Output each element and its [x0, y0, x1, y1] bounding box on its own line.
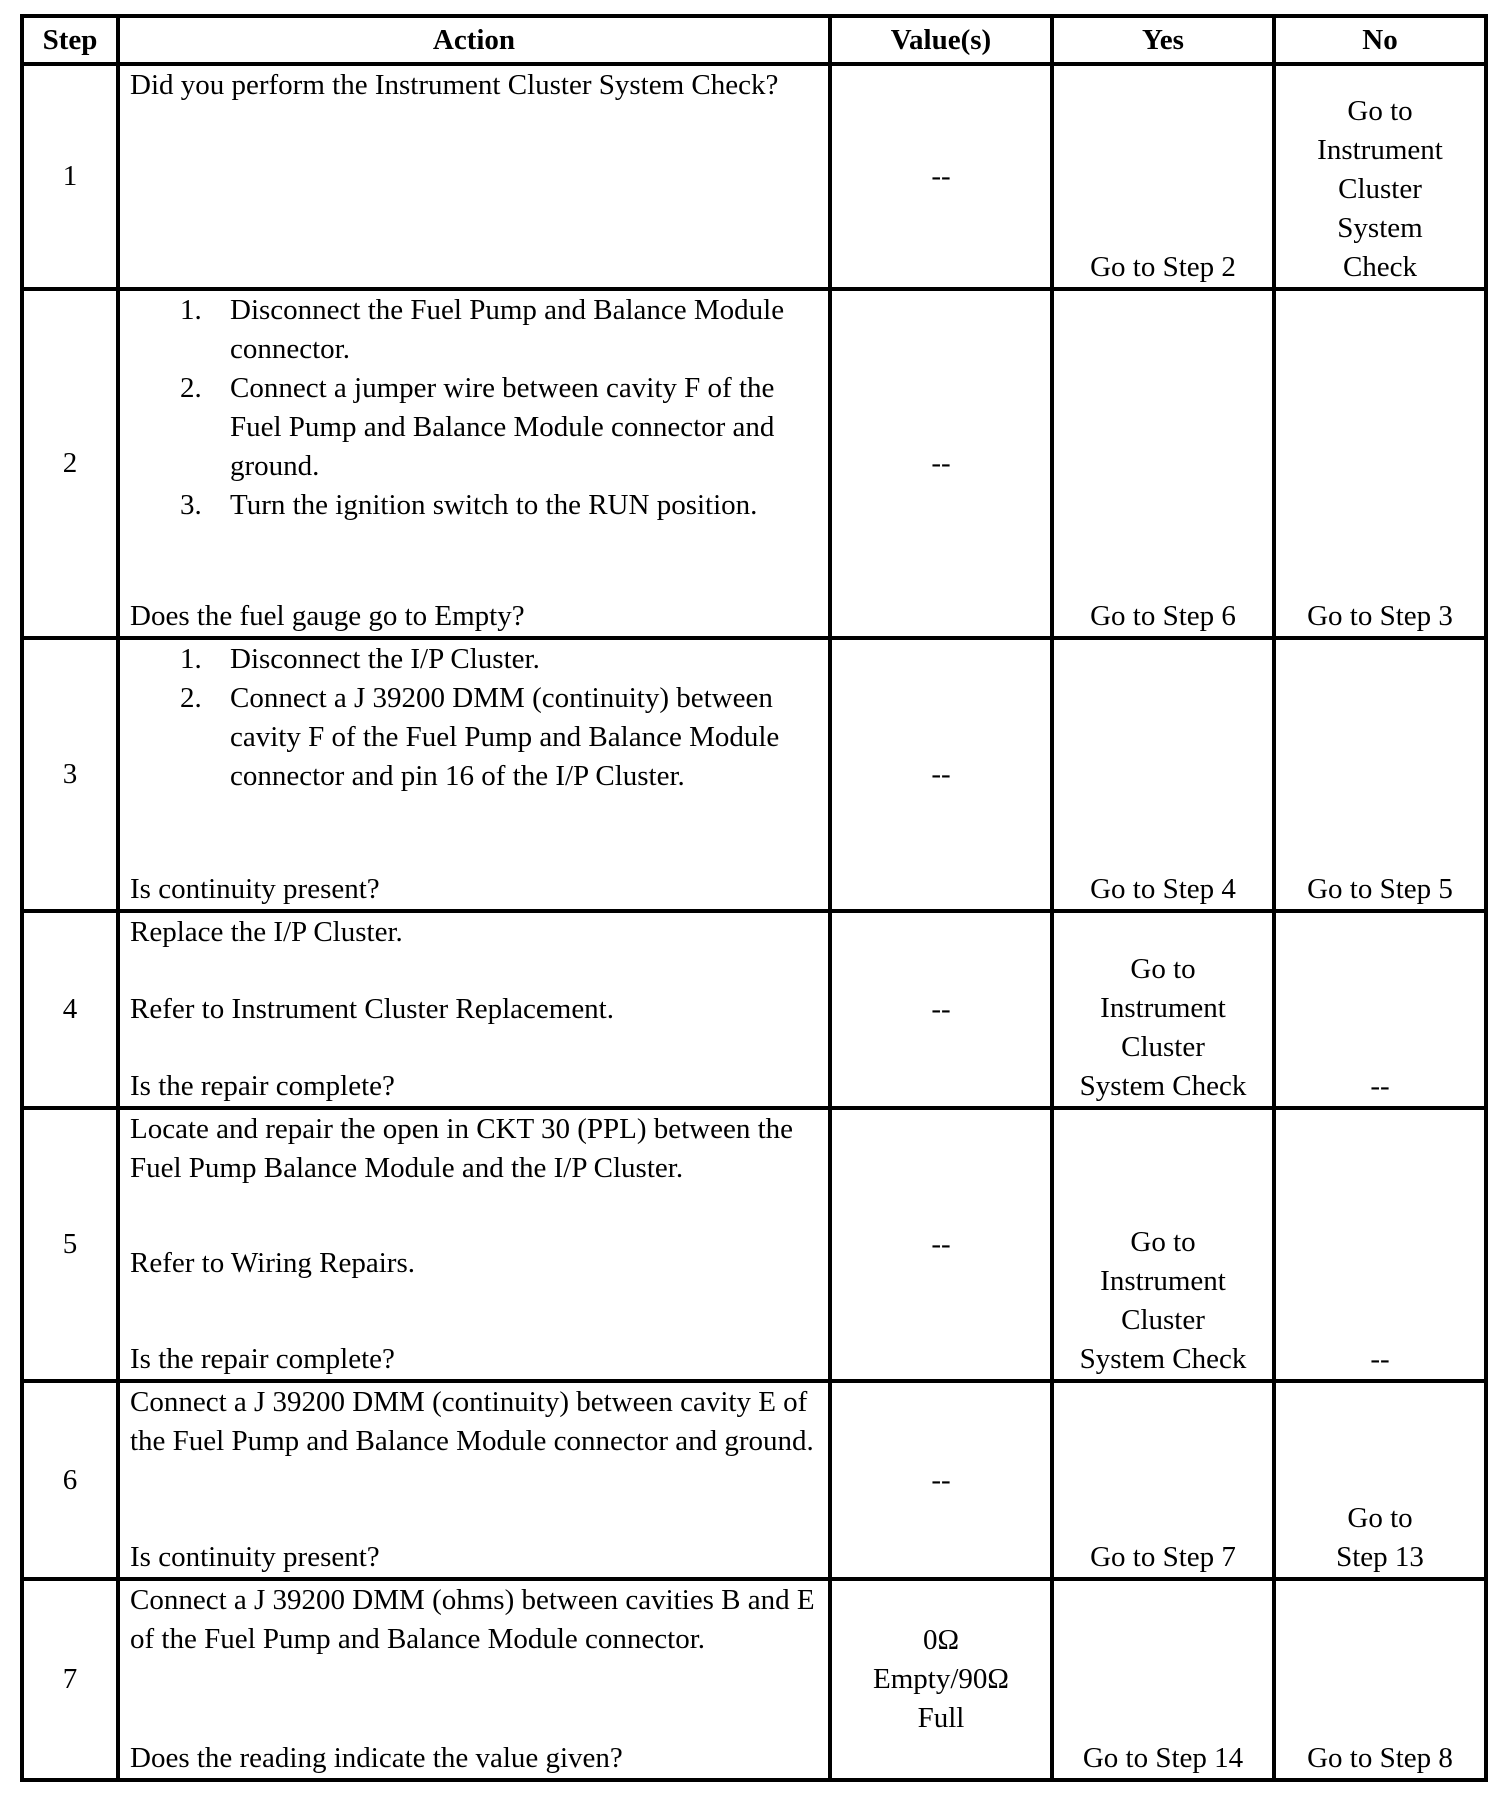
yes-cell: Go to Step 4 [1052, 638, 1274, 911]
action-intro: Did you perform the Instrument Cluster System Check? [130, 69, 779, 101]
table-row [22, 638, 1486, 911]
value-cell: -- [830, 1381, 1052, 1579]
value-cell: -- [830, 64, 1052, 289]
value-cell: 0Ω Empty/90Ω Full [830, 1579, 1052, 1780]
list-item-text: Connect a J 39200 DMM (continuity) between cavity F of the Fuel Pump and Balance Module connector and pin 16 of the I/P Cluster. [230, 681, 780, 792]
action-intro: Connect a J 39200 DMM (continuity) between cavity E of the Fuel Pump and Balance Module connector and ground. [130, 1386, 814, 1458]
yes-cell: Go to Step 7 [1052, 1381, 1274, 1579]
action-steps-list [130, 291, 820, 525]
table-row [22, 1381, 1486, 1579]
header-values: Value(s) [830, 16, 1052, 64]
list-item: 1. Disconnect the Fuel Pump and Balance Module connector. [180, 293, 785, 365]
yes-cell: Go to Step 6 [1052, 289, 1274, 638]
no-cell: Go to Step 5 [1274, 638, 1486, 911]
step-number: 5 [22, 1108, 118, 1381]
no-cell: -- [1274, 1108, 1486, 1381]
no-cell: Go to Step 13 [1274, 1381, 1486, 1579]
list-item-text: Disconnect the I/P Cluster. [230, 642, 540, 675]
value-cell: -- [830, 638, 1052, 911]
list-item: 2. Connect a J 39200 DMM (continuity) between cavity F of the Fuel Pump and Balance Module connector and pin 16 of the I/P Cluster. [180, 681, 780, 792]
value-cell: -- [830, 1108, 1052, 1381]
action-refer: Refer to Wiring Repairs. [130, 1247, 416, 1280]
yes-cell: Go to Instrument Cluster System Check [1052, 1108, 1274, 1381]
list-item: 3. Turn the ignition switch to the RUN position. [180, 488, 758, 521]
list-item: 2. Connect a jumper wire between cavity F of the Fuel Pump and Balance Module connector and ground. [180, 371, 775, 482]
action-intro: Connect a J 39200 DMM (ohms) between cavities B and E of the Fuel Pump and Balance Module connector. [130, 1583, 815, 1655]
table-row [22, 64, 1486, 289]
action-cell [118, 1108, 830, 1381]
yes-cell: Go to Step 14 [1052, 1579, 1274, 1780]
action-steps-list [130, 640, 820, 796]
header-no: No [1274, 16, 1486, 64]
table-row [22, 911, 1486, 1108]
step-number: 1 [22, 64, 118, 289]
header-action: Action [118, 16, 830, 64]
list-item: 1. Disconnect the I/P Cluster. [180, 642, 540, 675]
step-number: 4 [22, 911, 118, 1108]
yes-cell: Go to Step 2 [1052, 64, 1274, 289]
action-intro: Replace the I/P Cluster. [130, 916, 403, 949]
table-row [22, 1108, 1486, 1381]
action-cell [118, 911, 830, 1108]
action-question: Is continuity present? [130, 873, 380, 906]
action-question: Does the reading indicate the value given? [130, 1742, 623, 1774]
list-item-text: Disconnect the Fuel Pump and Balance Module connector. [230, 293, 785, 365]
action-question: Is continuity present? [130, 1540, 380, 1573]
no-cell: Go to Step 8 [1274, 1579, 1486, 1780]
header-step: Step [22, 16, 118, 64]
action-intro: Locate and repair the open in CKT 30 (PPL) between the Fuel Pump Balance Module and the I/P Cluster. [130, 1112, 794, 1184]
action-cell [118, 1579, 830, 1780]
step-number: 7 [22, 1579, 118, 1780]
header-yes: Yes [1052, 16, 1274, 64]
yes-cell: Go to Instrument Cluster System Check [1052, 911, 1274, 1108]
action-cell [118, 289, 830, 638]
list-item-text: Connect a jumper wire between cavity F of the Fuel Pump and Balance Module connector and ground. [230, 371, 775, 482]
action-cell [118, 1381, 830, 1579]
action-refer: Refer to Instrument Cluster Replacement. [130, 993, 614, 1026]
table-row [22, 1579, 1486, 1780]
action-question: Is the repair complete? [130, 1069, 395, 1102]
header-row [22, 16, 1486, 64]
value-cell: -- [830, 289, 1052, 638]
diagnostic-table [20, 14, 1488, 1782]
action-question: Does the fuel gauge go to Empty? [130, 599, 525, 632]
step-number: 2 [22, 289, 118, 638]
no-cell: Go to Step 3 [1274, 289, 1486, 638]
action-cell [118, 64, 830, 289]
action-cell [118, 638, 830, 911]
value-cell: -- [830, 911, 1052, 1108]
no-cell: Go to Instrument Cluster System Check [1274, 64, 1486, 289]
step-number: 6 [22, 1381, 118, 1579]
no-cell: -- [1274, 911, 1486, 1108]
action-question: Is the repair complete? [130, 1343, 395, 1376]
step-number: 3 [22, 638, 118, 911]
table-row [22, 289, 1486, 638]
list-item-text: Turn the ignition switch to the RUN position. [230, 488, 758, 521]
